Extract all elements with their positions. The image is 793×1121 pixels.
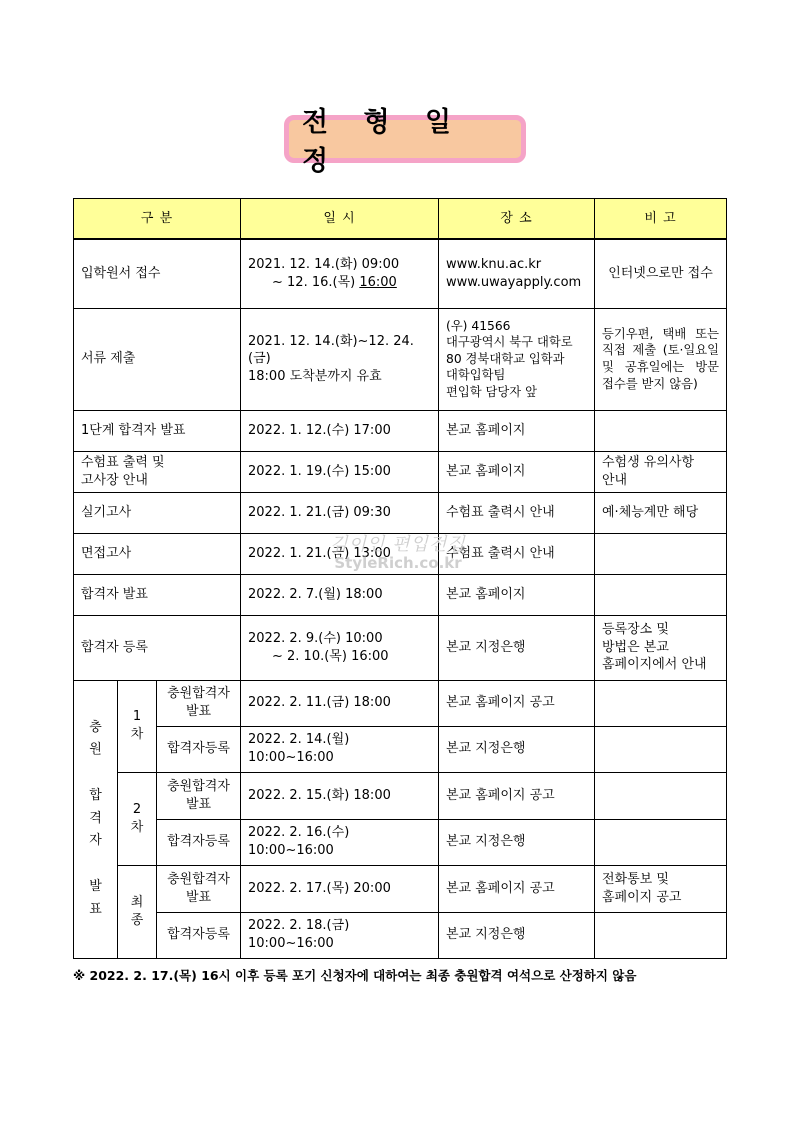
row-place: 본교 홈페이지 공고 xyxy=(439,865,595,912)
row-place: 수험표 출력시 안내 xyxy=(439,492,595,533)
row-place: 본교 홈페이지 xyxy=(439,451,595,492)
round-char: 최 xyxy=(130,894,144,910)
header-category: 구 분 xyxy=(74,199,241,240)
round-label xyxy=(118,865,157,958)
table-row xyxy=(74,819,727,865)
place-line: 대구광역시 북구 대학로 xyxy=(446,335,573,350)
website-1: www.knu.ac.kr xyxy=(446,257,542,273)
row-note xyxy=(595,574,727,615)
row-date: 2022. 2. 11.(금) 18:00 xyxy=(241,680,439,726)
place-line: 80 경북대학교 입학과 xyxy=(446,351,565,366)
row-label: 1단계 합격자 발표 xyxy=(74,410,241,451)
row-note xyxy=(595,410,727,451)
date-prefix: ~ 12. 16.(목) xyxy=(272,274,360,290)
schedule-table xyxy=(73,198,727,959)
round-char: 종 xyxy=(130,912,144,928)
place-line: 대학입학팀 xyxy=(446,368,506,383)
row-place xyxy=(439,308,595,410)
title-box xyxy=(284,107,526,177)
row-label: 합격자 발표 xyxy=(74,574,241,615)
row-place: 본교 홈페이지 공고 xyxy=(439,772,595,819)
page-title: 전 형 일 정 xyxy=(302,107,465,177)
row-note xyxy=(595,726,727,772)
row-date xyxy=(241,308,439,410)
type-line: 발표 xyxy=(185,796,212,812)
label-line: 수험표 출력 및 xyxy=(81,454,165,470)
row-label: 입학원서 접수 xyxy=(74,239,241,308)
date-line: 2021. 12. 14.(화) 09:00 xyxy=(248,257,400,273)
table-row xyxy=(74,865,727,912)
row-label: 합격자 등록 xyxy=(74,615,241,680)
row-place: 본교 지정은행 xyxy=(439,912,595,958)
row-note xyxy=(595,865,727,912)
table-row xyxy=(74,533,727,574)
table-row xyxy=(74,680,727,726)
date-line xyxy=(248,274,431,292)
label-line: 고사장 안내 xyxy=(81,472,148,488)
row-place: 본교 홈페이지 xyxy=(439,574,595,615)
row-place: 수험표 출력시 안내 xyxy=(439,533,595,574)
row-place: 본교 홈페이지 xyxy=(439,410,595,451)
type-line: 충원합격자 xyxy=(167,871,230,887)
date-line: ~ 2. 10.(목) 16:00 xyxy=(272,648,389,664)
table-row xyxy=(74,308,727,410)
note-line: 안내 xyxy=(602,472,628,488)
row-date: 2022. 2. 17.(목) 20:00 xyxy=(241,865,439,912)
date-line: 2022. 2. 9.(수) 10:00 xyxy=(248,630,383,646)
table-row xyxy=(74,574,727,615)
item-type xyxy=(157,772,241,819)
row-note xyxy=(595,772,727,819)
row-note xyxy=(595,533,727,574)
note-line: 전화통보 및 xyxy=(602,871,669,887)
row-label: 실기고사 xyxy=(74,492,241,533)
note-line: 수험생 유의사항 xyxy=(602,454,695,470)
header-place: 장 소 xyxy=(439,199,595,240)
table-row xyxy=(74,772,727,819)
round-label xyxy=(118,772,157,865)
additional-group-text: 충 원 합 격 자 발 표 xyxy=(89,719,102,917)
row-label: 면접고사 xyxy=(74,533,241,574)
row-date: 2022. 2. 14.(월) 10:00~16:00 xyxy=(241,726,439,772)
row-note xyxy=(595,680,727,726)
row-note: 등기우편, 택배 또는 직접 제출 (토·일요일 및 공휴일에는 방문 접수를 받지 않음) xyxy=(595,308,727,410)
round-char: 차 xyxy=(130,727,144,742)
date-line: 2021. 12. 14.(화)~12. 24.(금) xyxy=(248,333,414,367)
type-line: 발표 xyxy=(185,704,212,719)
row-place: 본교 지정은행 xyxy=(439,819,595,865)
type-line: 충원합격자 xyxy=(167,778,230,794)
row-place: 본교 지정은행 xyxy=(439,615,595,680)
row-date: 2022. 2. 15.(화) 18:00 xyxy=(241,772,439,819)
row-date xyxy=(241,239,439,308)
item-type: 합격자등록 xyxy=(157,726,241,772)
website-2: www.uwayapply.com xyxy=(446,274,582,290)
row-date: 2022. 1. 12.(수) 17:00 xyxy=(241,410,439,451)
item-type: 합격자등록 xyxy=(157,912,241,958)
note-line: 홈페이지에서 안내 xyxy=(602,657,707,673)
table-header-row xyxy=(74,199,727,240)
place-line: 편입학 담당자 앞 xyxy=(446,384,537,399)
table-row xyxy=(74,239,727,308)
row-note: 인터넷으로만 접수 xyxy=(595,239,727,308)
row-note xyxy=(595,819,727,865)
footnote: ※ 2022. 2. 17.(목) 16시 이후 등록 포기 신청자에 대하여는 최종 충원합격 여석으로 산정하지 않음 xyxy=(73,968,637,983)
row-date: 2022. 2. 16.(수) 10:00~16:00 xyxy=(241,819,439,865)
row-note xyxy=(595,451,727,492)
table-row xyxy=(74,451,727,492)
additional-group-label xyxy=(74,680,118,958)
row-date: 2022. 2. 7.(월) 18:00 xyxy=(241,574,439,615)
place-line: (우) 41566 xyxy=(446,318,511,333)
watermark-line: 김이인 편입전집 xyxy=(330,534,466,555)
table-row xyxy=(74,726,727,772)
date-line: 18:00 도착분까지 유효 xyxy=(248,368,382,384)
row-date: 2022. 1. 21.(금) 13:00 xyxy=(241,533,439,574)
round-char: 1 xyxy=(132,709,142,725)
row-label: 서류 제출 xyxy=(74,308,241,410)
row-date xyxy=(241,615,439,680)
row-note xyxy=(595,615,727,680)
item-type xyxy=(157,865,241,912)
round-char: 2 xyxy=(132,801,142,817)
table-row xyxy=(74,492,727,533)
date-time-underlined: 16:00 xyxy=(359,274,397,290)
row-date: 2022. 2. 18.(금) 10:00~16:00 xyxy=(241,912,439,958)
item-type xyxy=(157,680,241,726)
note-line: 홈페이지 공고 xyxy=(602,889,682,905)
type-line: 충원합격자 xyxy=(167,686,230,702)
round-char: 차 xyxy=(130,819,144,835)
row-place xyxy=(439,239,595,308)
row-date: 2022. 1. 21.(금) 09:30 xyxy=(241,492,439,533)
table-row xyxy=(74,615,727,680)
type-line: 발표 xyxy=(185,889,212,905)
note-line: 등록장소 및 xyxy=(602,622,669,638)
row-label xyxy=(74,451,241,492)
note-line: 방법은 본교 xyxy=(602,639,669,655)
header-remarks: 비 고 xyxy=(595,199,727,240)
row-date: 2022. 1. 19.(수) 15:00 xyxy=(241,451,439,492)
row-place: 본교 홈페이지 공고 xyxy=(439,680,595,726)
row-note: 예·체능계만 해당 xyxy=(595,492,727,533)
row-place: 본교 지정은행 xyxy=(439,726,595,772)
round-label xyxy=(118,680,157,772)
header-datetime: 일 시 xyxy=(241,199,439,240)
table-row xyxy=(74,410,727,451)
row-note xyxy=(595,912,727,958)
item-type: 합격자등록 xyxy=(157,819,241,865)
watermark-line: StyleRich.co.kr xyxy=(334,554,462,572)
table-row xyxy=(74,912,727,958)
